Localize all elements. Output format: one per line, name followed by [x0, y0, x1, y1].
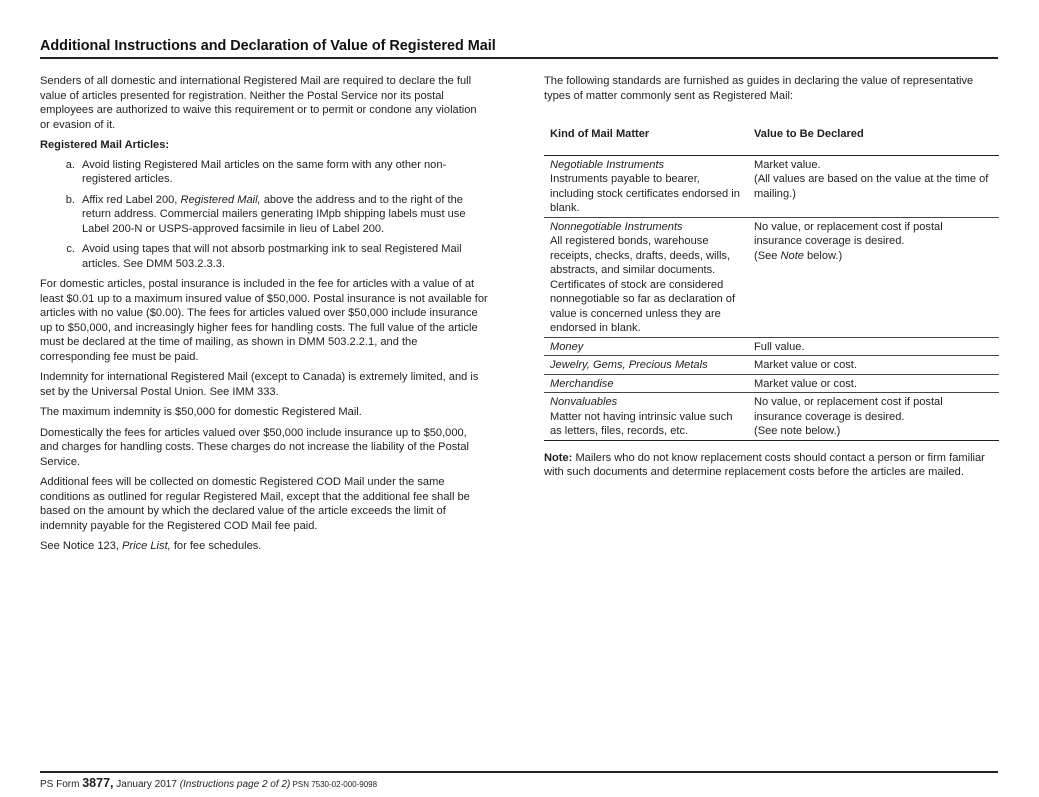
column-header-value: Value to Be Declared	[754, 128, 864, 140]
instructions-page: (Instructions page 2 of 2)	[179, 779, 291, 790]
column-header-kind: Kind of Mail Matter	[550, 128, 650, 140]
articles-list	[40, 158, 488, 272]
list-item-text: Avoid listing Registered Mail articles on the same form with any other non-registered articles.	[82, 158, 447, 185]
list-marker: a.	[65, 158, 75, 171]
value-text: below.)	[803, 249, 843, 262]
list-marker: c.	[66, 243, 75, 255]
articles-heading: Registered Mail Articles:	[40, 139, 170, 151]
form-date: January 2017	[113, 779, 180, 790]
kind-cell	[544, 393, 748, 441]
psn-number: PSN 7530-02-000-9098	[290, 780, 378, 789]
table-row	[544, 356, 999, 375]
category-name: Merchandise	[550, 377, 614, 390]
value-cell	[748, 155, 999, 217]
value-text: Market value. (All values are based on the value at the time of mailing.)	[754, 158, 989, 200]
list-item-text	[82, 193, 488, 237]
value-cell	[748, 356, 999, 375]
left-column	[40, 74, 488, 560]
table-row	[544, 374, 999, 393]
value-text: No value, or replacement cost if postal insurance coverage is desired. (See note below.)	[754, 396, 943, 437]
kind-cell	[544, 155, 748, 217]
value-text: No value, or replacement cost if postal insurance coverage is desired. (See	[754, 220, 943, 262]
right-column	[544, 74, 998, 491]
list-item-text-part: Affix red Label 200,	[82, 193, 181, 206]
table-header-row	[544, 127, 999, 155]
category-name: Nonnegotiable Instruments	[550, 220, 683, 233]
replacement-cost-note	[544, 451, 998, 480]
category-name: Negotiable Instruments	[550, 158, 665, 171]
list-item	[40, 242, 488, 271]
note-label: Note:	[544, 451, 573, 464]
category-name: Money	[550, 340, 584, 353]
intro-paragraph: Senders of all domestic and international Registered Mail are required to declare the full value of articles presented for registration. Neither the Postal Service nor its postal employees are authorized to waive this requirement or to permit or condone any violation or evasion of it.	[40, 75, 477, 131]
category-name: Nonvaluables	[550, 396, 618, 408]
kind-description: Matter not having intrinsic value such as letters, files, records, etc.	[550, 410, 733, 437]
see-notice-paragraph	[40, 539, 488, 554]
kind-description: All registered bonds, warehouse receipts, checks, drafts, deeds, wills, abstracts, and similar documents. Certificates of stock are considered nonnegotiable so far as declaration of value is concerned unless they are endorsed in blank.	[550, 235, 736, 334]
see-notice-text: for fee schedules.	[170, 540, 262, 552]
domestic-fees-paragraph: Domestically the fees for articles valued over $50,000 include insurance up to $50,000, and charges for handling costs. These charges do not increase the liability of the Postal Service.	[40, 426, 470, 468]
value-cell	[748, 374, 999, 393]
standards-intro: The following standards are furnished as guides in declaring the value of representative types of matter commonly sent as Registered Mail:	[544, 75, 974, 102]
list-item-text: Avoid using tapes that will not absorb postmarking ink to seal Registered Mail articles. See DMM 503.2.3.3.	[82, 243, 462, 270]
kind-cell	[544, 356, 748, 375]
kind-description: Instruments payable to bearer, including stock certificates endorsed in blank.	[550, 173, 740, 214]
form-number: 3877,	[82, 776, 114, 790]
value-cell	[748, 393, 999, 441]
note-text: Mailers who do not know replacement costs should contact a person or firm familiar with such documents and determine replacement costs before the articles are mailed.	[544, 451, 985, 478]
kind-cell	[544, 217, 748, 337]
kind-cell	[544, 337, 748, 356]
page-title: Additional Instructions and Declaration of Value of Registered Mail	[40, 38, 998, 59]
table-row	[544, 393, 999, 441]
maximum-indemnity-paragraph: The maximum indemnity is $50,000 for domestic Registered Mail.	[40, 406, 362, 418]
domestic-insurance-paragraph: For domestic articles, postal insurance is included in the fee for articles with a value of at least $0.01 up to a maximum insured value of $50,000. Postal insurance is not available for articles with no value ($0.00). The fees for articles valued over $50,000 include insurance up to $50,000, and increasingly higher fees for handling costs. The full value of the article must be declared at the time of mailing, as shown in DMM 503.2.2.1, and the corresponding fee must be paid.	[40, 278, 488, 363]
kind-cell	[544, 374, 748, 393]
value-text: Market value or cost.	[754, 359, 857, 371]
list-item-text-part: above the address and to the right of the return address. Commercial mailers generating IMpb shipping labels must use Label 200-N or USPS-approved facsimile in lieu of Label 200.	[82, 193, 466, 235]
list-item	[40, 193, 488, 237]
value-text: Market value or cost.	[754, 377, 857, 390]
table-row	[544, 337, 999, 356]
category-name: Jewelry, Gems, Precious Metals	[550, 359, 708, 371]
label-name-emphasis: Registered Mail,	[180, 193, 261, 206]
see-notice-text: See Notice 123,	[40, 540, 123, 552]
value-cell	[748, 337, 999, 356]
table-row	[544, 217, 999, 337]
form-footer	[40, 771, 998, 790]
value-cell	[748, 217, 999, 337]
table-row	[544, 155, 999, 217]
form-prefix: PS Form	[40, 779, 83, 790]
value-text: Full value.	[754, 340, 805, 353]
declared-value-table	[544, 127, 999, 441]
list-item	[40, 158, 488, 187]
note-reference: Note	[780, 249, 804, 262]
price-list-title: Price List,	[122, 540, 171, 552]
international-indemnity-paragraph: Indemnity for international Registered Mail (except to Canada) is extremely limited, and is set by the Universal Postal Union. See IMM 333.	[40, 371, 479, 398]
cod-paragraph: Additional fees will be collected on domestic Registered COD Mail under the same conditions as outlined for regular Registered Mail, except that the additional fee shall be based on the amount by which the declared value of the article exceeds the limit of indemnity payable for the Registered COD Mail fee paid.	[40, 476, 470, 532]
list-marker: b.	[65, 193, 75, 206]
